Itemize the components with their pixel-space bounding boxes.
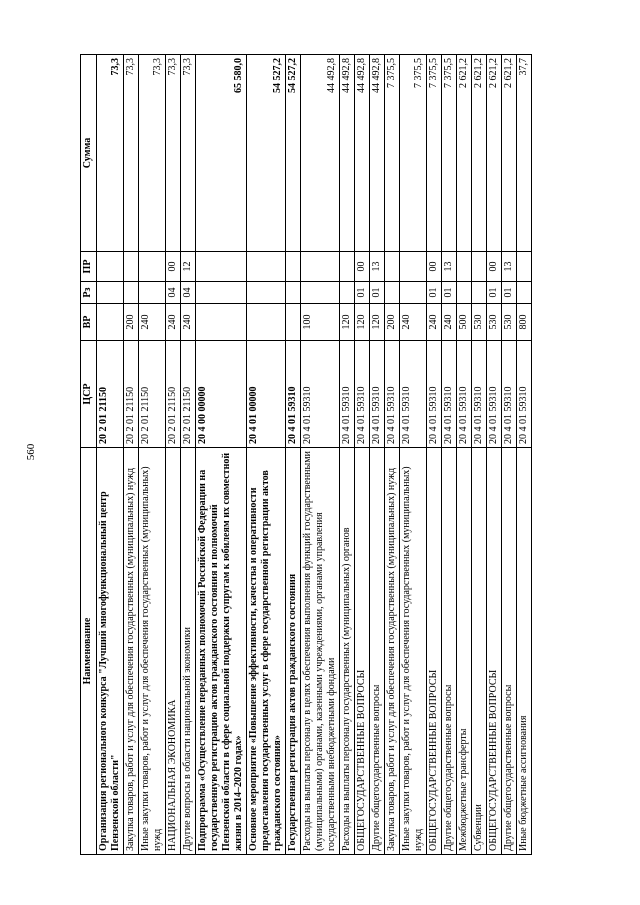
table-row: [517, 55, 532, 855]
cell-csr: 20 4 01 59310: [487, 341, 502, 448]
cell-sum: 2 621,2: [502, 55, 517, 252]
table-row: [385, 55, 400, 855]
table-row: [400, 55, 427, 855]
cell-vr: 200: [124, 304, 139, 341]
cell-vr: 120: [340, 304, 355, 341]
cell-rz: [517, 282, 532, 304]
page-number: 560: [25, 443, 37, 461]
cell-csr: 20 2 01 21150: [181, 341, 196, 448]
table-row: [196, 55, 247, 855]
table-row: [139, 55, 166, 855]
cell-name: НАЦИОНАЛЬНАЯ ЭКОНОМИКА: [166, 448, 181, 855]
cell-sum: 37,7: [517, 55, 532, 252]
table-row: [457, 55, 472, 855]
cell-pr: 13: [442, 252, 457, 282]
header-csr: ЦСР: [81, 341, 97, 448]
cell-sum: 73,3: [139, 55, 166, 252]
cell-name: Иные закупки товаров, работ и услуг для обеспечения государственных (муниципальных) нужд: [400, 448, 427, 855]
table-row: [124, 55, 139, 855]
cell-vr: 530: [472, 304, 487, 341]
cell-name: Другие общегосударственные вопросы: [370, 448, 385, 855]
cell-name: Государственная регистрация актов гражданского состояния: [286, 448, 301, 855]
cell-rz: 01: [355, 282, 370, 304]
table-row: [472, 55, 487, 855]
cell-name: Межбюджетные трансферты: [457, 448, 472, 855]
cell-rz: 01: [502, 282, 517, 304]
cell-vr: 240: [442, 304, 457, 341]
cell-sum: 44 492,8: [301, 55, 340, 252]
cell-csr: 20 2 01 21150: [124, 341, 139, 448]
cell-vr: 240: [139, 304, 166, 341]
cell-vr: 800: [517, 304, 532, 341]
cell-vr: [286, 304, 301, 341]
cell-name: Субвенции: [472, 448, 487, 855]
cell-sum: 73,3: [124, 55, 139, 252]
cell-rz: 01: [442, 282, 457, 304]
cell-sum: 54 527,2: [286, 55, 301, 252]
cell-csr: 20 4 01 59310: [370, 341, 385, 448]
table-row: [370, 55, 385, 855]
cell-vr: [196, 304, 247, 341]
cell-pr: 00: [166, 252, 181, 282]
cell-name: ОБЩЕГОСУДАРСТВЕННЫЕ ВОПРОСЫ: [427, 448, 442, 855]
cell-pr: [139, 252, 166, 282]
cell-vr: 100: [301, 304, 340, 341]
cell-name: Расходы на выплаты персоналу в целях обеспечения выполнения функций государственными (муниципальными) органами, казенными учреждениями, органами управления государственными внебюджетными фондами: [301, 448, 340, 855]
cell-csr: 20 4 01 00000: [247, 341, 286, 448]
header-vr: ВР: [81, 304, 97, 341]
table-row: [355, 55, 370, 855]
cell-sum: 44 492,8: [370, 55, 385, 252]
cell-rz: 01: [370, 282, 385, 304]
cell-csr: 20 4 01 59310: [427, 341, 442, 448]
cell-rz: [196, 282, 247, 304]
cell-sum: 7 375,5: [385, 55, 400, 252]
cell-rz: 04: [166, 282, 181, 304]
cell-rz: [286, 282, 301, 304]
rotated-table-container: [80, 55, 580, 855]
table-row: [340, 55, 355, 855]
cell-rz: [97, 282, 124, 304]
cell-vr: 240: [181, 304, 196, 341]
cell-pr: 12: [181, 252, 196, 282]
cell-pr: [385, 252, 400, 282]
cell-pr: [196, 252, 247, 282]
header-name: Наименование: [81, 448, 97, 855]
cell-rz: [139, 282, 166, 304]
cell-name: Расходы на выплаты персоналу государственных (муниципальных) органов: [340, 448, 355, 855]
cell-csr: 20 4 01 59310: [385, 341, 400, 448]
table-row: [502, 55, 517, 855]
cell-rz: 04: [181, 282, 196, 304]
cell-vr: 530: [487, 304, 502, 341]
cell-vr: 500: [457, 304, 472, 341]
cell-name: Другие общегосударственные вопросы: [502, 448, 517, 855]
cell-sum: 44 492,8: [340, 55, 355, 252]
cell-csr: 20 4 01 59310: [301, 341, 340, 448]
cell-name: ОБЩЕГОСУДАРСТВЕННЫЕ ВОПРОСЫ: [487, 448, 502, 855]
cell-rz: [301, 282, 340, 304]
cell-vr: 240: [166, 304, 181, 341]
cell-pr: 00: [427, 252, 442, 282]
cell-rz: [247, 282, 286, 304]
budget-table: [80, 54, 532, 855]
table-header: [81, 55, 97, 855]
header-sum: Сумма: [81, 55, 97, 252]
cell-csr: 20 4 01 59310: [472, 341, 487, 448]
cell-csr: 20 4 01 59310: [457, 341, 472, 448]
cell-pr: 13: [370, 252, 385, 282]
cell-rz: [385, 282, 400, 304]
cell-vr: [97, 304, 124, 341]
cell-sum: 73,3: [181, 55, 196, 252]
cell-csr: 20 2 01 21150: [166, 341, 181, 448]
cell-rz: [472, 282, 487, 304]
cell-rz: 01: [487, 282, 502, 304]
cell-csr: 20 4 01 59310: [355, 341, 370, 448]
cell-rz: [400, 282, 427, 304]
cell-name: Основное мероприятие «Повышение эффективности, качества и оперативности предоставления государственных услуг в сфере государственной регистрации актов гражданского состояния»: [247, 448, 286, 855]
cell-sum: 73,3: [97, 55, 124, 252]
cell-csr: 20 4 01 59310: [517, 341, 532, 448]
header-pr: ПР: [81, 252, 97, 282]
cell-pr: [457, 252, 472, 282]
cell-name: ОБЩЕГОСУДАРСТВЕННЫЕ ВОПРОСЫ: [355, 448, 370, 855]
table-row: [487, 55, 502, 855]
cell-vr: 200: [385, 304, 400, 341]
cell-pr: 00: [487, 252, 502, 282]
cell-sum: 65 580,0: [196, 55, 247, 252]
cell-pr: [472, 252, 487, 282]
table-row: [247, 55, 286, 855]
cell-vr: 240: [400, 304, 427, 341]
cell-pr: [124, 252, 139, 282]
table-row: [442, 55, 457, 855]
cell-csr: 20 2 01 21150: [139, 341, 166, 448]
cell-vr: 530: [502, 304, 517, 341]
table-row: [286, 55, 301, 855]
cell-name: Организация регионального конкурса "Лучший многофункциональный центр Пензенской области": [97, 448, 124, 855]
cell-rz: 01: [427, 282, 442, 304]
table-row: [301, 55, 340, 855]
cell-pr: [517, 252, 532, 282]
cell-pr: [97, 252, 124, 282]
cell-sum: 2 621,2: [487, 55, 502, 252]
cell-sum: 2 621,2: [472, 55, 487, 252]
cell-name: Иные закупки товаров, работ и услуг для обеспечения государственных (муниципальных) нужд: [139, 448, 166, 855]
cell-name: Закупка товаров, работ и услуг для обеспечения государственных (муниципальных) нужд: [124, 448, 139, 855]
cell-csr: 20 4 01 59310: [286, 341, 301, 448]
cell-name: Иные бюджетные ассигнования: [517, 448, 532, 855]
cell-sum: 7 375,5: [400, 55, 427, 252]
table-row: [166, 55, 181, 855]
cell-vr: 120: [370, 304, 385, 341]
cell-pr: 00: [355, 252, 370, 282]
cell-csr: 20 4 01 59310: [502, 341, 517, 448]
cell-pr: 13: [502, 252, 517, 282]
cell-name: Другие общегосударственные вопросы: [442, 448, 457, 855]
cell-pr: [400, 252, 427, 282]
cell-pr: [301, 252, 340, 282]
cell-sum: 73,3: [166, 55, 181, 252]
cell-rz: [124, 282, 139, 304]
table-row: [181, 55, 196, 855]
table-row: [97, 55, 124, 855]
table-row: [427, 55, 442, 855]
cell-sum: 2 621,2: [457, 55, 472, 252]
cell-sum: 7 375,5: [442, 55, 457, 252]
cell-csr: 20 4 00 00000: [196, 341, 247, 448]
cell-sum: 44 492,8: [355, 55, 370, 252]
cell-pr: [286, 252, 301, 282]
cell-csr: 20 4 01 59310: [442, 341, 457, 448]
cell-name: Закупка товаров, работ и услуг для обеспечения государственных (муниципальных) нужд: [385, 448, 400, 855]
cell-vr: [247, 304, 286, 341]
cell-name: Другие вопросы в области национальной экономики: [181, 448, 196, 855]
header-row: [81, 55, 97, 855]
cell-pr: [247, 252, 286, 282]
cell-rz: [340, 282, 355, 304]
cell-vr: 240: [427, 304, 442, 341]
cell-name: Подпрограмма «Осуществление переданных полномочий Российской Федерации на государственную регистрацию актов гражданского состояния и полномочий Пензенской области в сфере социальной поддержки супругам к юбилеям их совместной жизни в 2014–2020 годах»: [196, 448, 247, 855]
cell-pr: [340, 252, 355, 282]
cell-csr: 20 4 01 59310: [400, 341, 427, 448]
cell-csr: 20 4 01 59310: [340, 341, 355, 448]
header-rz: Рз: [81, 282, 97, 304]
cell-vr: 120: [355, 304, 370, 341]
cell-csr: 20 2 01 21150: [97, 341, 124, 448]
cell-sum: 7 375,5: [427, 55, 442, 252]
cell-sum: 54 527,2: [247, 55, 286, 252]
table-body: [97, 55, 532, 855]
cell-rz: [457, 282, 472, 304]
